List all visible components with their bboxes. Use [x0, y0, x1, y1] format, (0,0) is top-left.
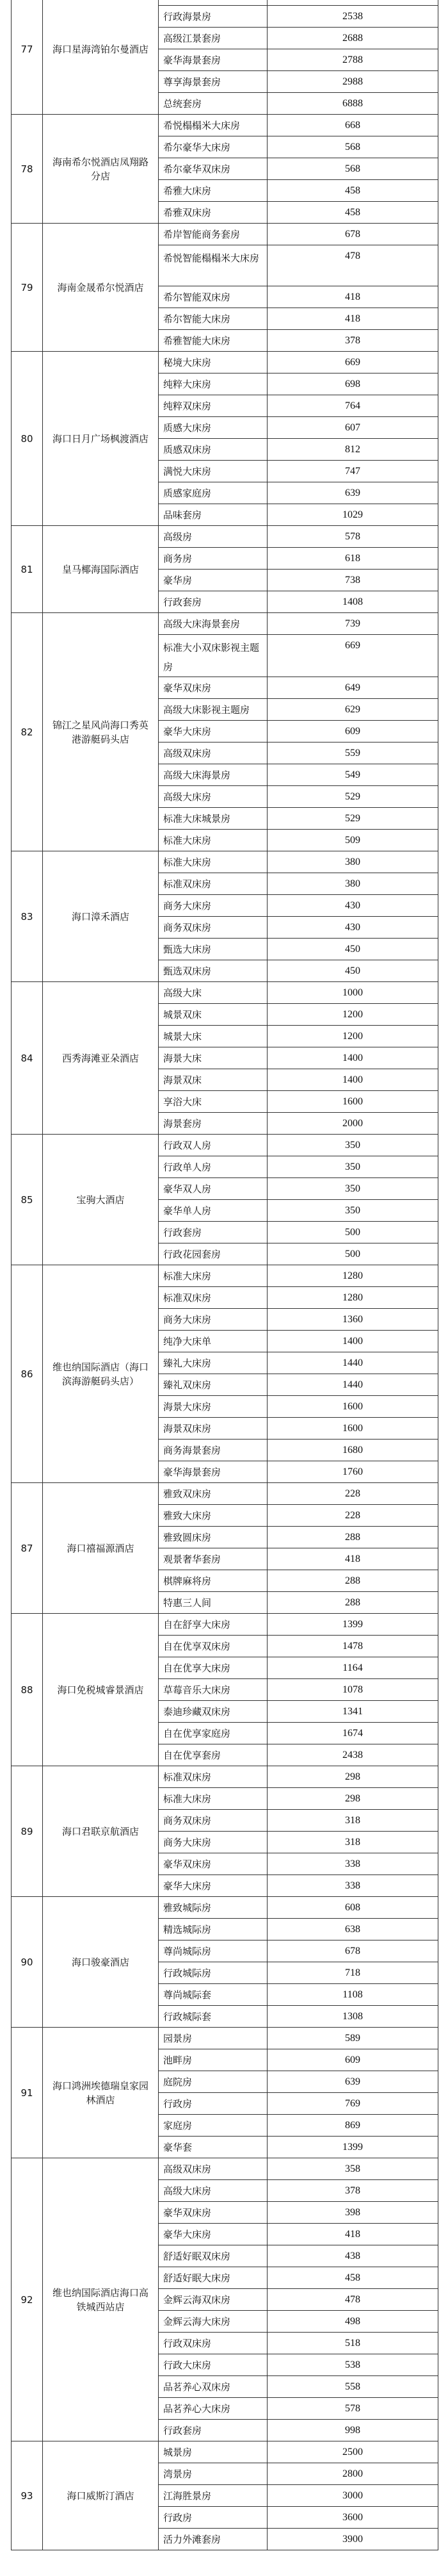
table-row [12, 1614, 438, 1636]
room-type: 纯净大床单 [159, 1331, 268, 1352]
room-price: 298 [268, 1766, 438, 1788]
room-type: 纯粹双床房 [159, 395, 268, 417]
table-row [12, 982, 438, 1004]
room-type: 高级大床房 [159, 786, 268, 808]
hotel-number: 83 [12, 851, 43, 982]
room-type: 豪华海景套房 [159, 49, 268, 71]
room-price: 418 [268, 2224, 438, 2245]
room-type: 商务双床房 [159, 1810, 268, 1832]
room-price: 718 [268, 1962, 438, 1984]
hotel-number: 87 [12, 1483, 43, 1614]
room-price: 568 [268, 158, 438, 180]
room-price: 1108 [268, 1984, 438, 2006]
room-type: 标准大床城景房 [159, 808, 268, 830]
room-type: 希尔智能双床房 [159, 286, 268, 308]
room-type: 舒适好眠双床房 [159, 2245, 268, 2267]
room-price: 1399 [268, 1614, 438, 1636]
room-type: 质感家庭房 [159, 482, 268, 504]
table-row [12, 613, 438, 635]
room-price: 318 [268, 1810, 438, 1832]
room-type: 行政套房 [159, 1222, 268, 1243]
room-price: 1280 [268, 1287, 438, 1309]
room-price: 2500 [268, 2441, 438, 2463]
room-type: 高级大床海景房 [159, 764, 268, 786]
room-type: 园景房 [159, 2028, 268, 2049]
room-price: 639 [268, 482, 438, 504]
room-price: 609 [268, 2049, 438, 2071]
room-price: 1400 [268, 1331, 438, 1352]
room-price: 518 [268, 2333, 438, 2354]
table-row [12, 2158, 438, 2180]
room-price: 298 [268, 1788, 438, 1810]
room-price: 1600 [268, 1418, 438, 1440]
room-type: 海景大床 [159, 1047, 268, 1069]
room-price: 2800 [268, 2463, 438, 2485]
room-price: 6888 [268, 93, 438, 115]
table-row [12, 851, 438, 873]
hotel-number: 79 [12, 224, 43, 352]
room-type: 行政套房 [159, 591, 268, 613]
room-type: 希尔豪华大床房 [159, 136, 268, 158]
room-price: 380 [268, 873, 438, 895]
room-type: 海景双床 [159, 1069, 268, 1091]
room-type: 豪华大床房 [159, 721, 268, 742]
room-type: 品茗养心大床房 [159, 2398, 268, 2420]
room-type: 商务大床房 [159, 895, 268, 917]
room-type: 高级大床海景套房 [159, 613, 268, 635]
hotel-number: 89 [12, 1766, 43, 1897]
room-type: 自在优享家庭房 [159, 1723, 268, 1744]
room-type: 高级双床房 [159, 2158, 268, 2180]
room-type: 泰迪珍藏双床房 [159, 1701, 268, 1723]
room-price: 1341 [268, 1701, 438, 1723]
room-type: 城景大床 [159, 1026, 268, 1047]
room-price: 549 [268, 764, 438, 786]
room-type: 秘境大床房 [159, 352, 268, 373]
room-price: 649 [268, 677, 438, 699]
room-price: 1200 [268, 1004, 438, 1026]
room-type: 高级大床影视主题房 [159, 699, 268, 721]
room-price: 1164 [268, 1657, 438, 1679]
room-price: 578 [268, 526, 438, 548]
table-row [12, 224, 438, 245]
room-type: 标准大床房 [159, 1265, 268, 1287]
room-price: 578 [268, 2398, 438, 2420]
room-price: 378 [268, 2180, 438, 2202]
room-type: 城景双床 [159, 1004, 268, 1026]
room-type: 标准大小双床影视主题房 [159, 635, 268, 677]
room-type: 精选城际房 [159, 1919, 268, 1940]
room-price: 1280 [268, 1265, 438, 1287]
room-price: 288 [268, 1570, 438, 1592]
hotel-name: 海口星海湾铂尔曼酒店 [43, 0, 159, 115]
room-price: 1078 [268, 1679, 438, 1701]
room-type: 活力外滩套房 [159, 2529, 268, 2550]
hotel-number: 85 [12, 1135, 43, 1265]
room-price: 418 [268, 286, 438, 308]
room-type: 质感大床房 [159, 417, 268, 439]
room-type: 豪华大床房 [159, 2224, 268, 2245]
room-price: 1400 [268, 1069, 438, 1091]
hotel-number: 82 [12, 613, 43, 851]
room-price: 350 [268, 1178, 438, 1200]
table-row [12, 1135, 438, 1156]
room-type: 雅致双床房 [159, 1483, 268, 1505]
room-type: 豪华双床房 [159, 1853, 268, 1875]
room-price: 558 [268, 2376, 438, 2398]
room-type: 希悦智能榻榻米大床房 [159, 245, 268, 286]
room-price: 698 [268, 373, 438, 395]
room-type: 豪华海景套房 [159, 1461, 268, 1483]
room-type: 棋牌麻将房 [159, 1570, 268, 1592]
room-price: 529 [268, 786, 438, 808]
room-type: 臻礼双床房 [159, 1374, 268, 1396]
room-price: 1399 [268, 2137, 438, 2158]
room-price: 450 [268, 960, 438, 982]
hotel-name: 海口禧福源酒店 [43, 1483, 159, 1614]
room-type: 自在优享大床房 [159, 1657, 268, 1679]
room-type: 甄选大床房 [159, 939, 268, 960]
room-price: 228 [268, 1505, 438, 1527]
room-price: 638 [268, 1919, 438, 1940]
room-price: 1440 [268, 1352, 438, 1374]
room-price: 350 [268, 1156, 438, 1178]
room-type: 豪华套 [159, 2137, 268, 2158]
room-price: 458 [268, 180, 438, 202]
room-type: 商务海景套房 [159, 1440, 268, 1461]
room-type: 尊享海景套房 [159, 71, 268, 93]
room-price: 378 [268, 330, 438, 352]
room-type: 雅致大床房 [159, 1505, 268, 1527]
table-row [12, 1897, 438, 1919]
room-price: 1478 [268, 1636, 438, 1657]
room-type: 行政单人房 [159, 1156, 268, 1178]
room-price: 430 [268, 917, 438, 939]
hotel-number: 93 [12, 2441, 43, 2550]
room-type: 行政套房 [159, 2420, 268, 2441]
room-type: 海景大床房 [159, 1396, 268, 1418]
room-type: 纯粹大床房 [159, 373, 268, 395]
hotel-name: 皇马椰海国际酒店 [43, 526, 159, 613]
room-price: 458 [268, 202, 438, 224]
room-type: 草莓音乐大床房 [159, 1679, 268, 1701]
room-type: 希雅智能大床房 [159, 330, 268, 352]
room-price: 769 [268, 2093, 438, 2115]
hotel-number: 86 [12, 1265, 43, 1483]
table-row [12, 115, 438, 136]
room-type: 豪华双床房 [159, 677, 268, 699]
room-price: 478 [268, 2289, 438, 2311]
room-price: 747 [268, 461, 438, 482]
room-price: 1000 [268, 982, 438, 1004]
room-type: 希岸智能商务套房 [159, 224, 268, 245]
room-price: 2988 [268, 71, 438, 93]
room-type: 金辉云海大床房 [159, 2311, 268, 2333]
room-type: 豪华大床房 [159, 1875, 268, 1897]
room-price: 739 [268, 613, 438, 635]
room-type: 品茗养心双床房 [159, 2376, 268, 2398]
room-type: 标准双床房 [159, 873, 268, 895]
room-type: 庭院房 [159, 2071, 268, 2093]
hotel-name: 海口鸿洲埃德瑞皇家园林酒店 [43, 2028, 159, 2158]
room-price: 1760 [268, 1461, 438, 1483]
room-price: 430 [268, 895, 438, 917]
room-type: 质感双床房 [159, 439, 268, 461]
room-type: 豪华双床房 [159, 2202, 268, 2224]
room-type: 行政城际房 [159, 1962, 268, 1984]
room-price: 380 [268, 851, 438, 873]
table-row [12, 2441, 438, 2463]
room-price: 678 [268, 224, 438, 245]
room-type: 雅致城际房 [159, 1897, 268, 1919]
hotel-name: 海口漳禾酒店 [43, 851, 159, 982]
room-price: 998 [268, 2420, 438, 2441]
room-type: 雅致圆床房 [159, 1527, 268, 1548]
room-price: 358 [268, 2158, 438, 2180]
room-price: 1360 [268, 1309, 438, 1331]
room-type: 城景房 [159, 2441, 268, 2463]
room-price: 589 [268, 2028, 438, 2049]
room-type: 舒适好眠大床房 [159, 2267, 268, 2289]
hotel-name: 维也纳国际酒店（海口滨海游艇码头店） [43, 1265, 159, 1483]
room-type: 商务双床房 [159, 917, 268, 939]
room-type: 行政双床房 [159, 2333, 268, 2354]
room-type: 观景奢华套房 [159, 1548, 268, 1570]
room-price: 2438 [268, 1744, 438, 1766]
room-price: 478 [268, 245, 438, 286]
room-price: 498 [268, 2311, 438, 2333]
room-price: 3900 [268, 2529, 438, 2550]
room-type: 臻礼大床房 [159, 1352, 268, 1374]
room-price: 338 [268, 1875, 438, 1897]
room-type: 高级大床房 [159, 2180, 268, 2202]
room-price: 2000 [268, 1113, 438, 1135]
room-price: 678 [268, 1940, 438, 1962]
room-type [159, 0, 268, 6]
room-type: 行政花园套房 [159, 1243, 268, 1265]
hotel-name: 锦江之星风尚海口秀英港游艇码头店 [43, 613, 159, 851]
hotel-name: 海南希尔悦酒店凤翔路分店 [43, 115, 159, 224]
room-type: 自在舒享大床房 [159, 1614, 268, 1636]
room-price [268, 0, 438, 6]
room-type: 标准大床房 [159, 851, 268, 873]
room-type: 标准大床房 [159, 1788, 268, 1810]
room-type: 标准大床房 [159, 830, 268, 851]
room-price: 764 [268, 395, 438, 417]
room-price: 608 [268, 1897, 438, 1919]
hotel-number: 91 [12, 2028, 43, 2158]
room-type: 希尔豪华双床房 [159, 158, 268, 180]
room-type: 尊尚城际套 [159, 1984, 268, 2006]
room-type: 金辉云海双床房 [159, 2289, 268, 2311]
room-type: 海景套房 [159, 1113, 268, 1135]
room-type: 希悦榻榻米大床房 [159, 115, 268, 136]
room-price: 288 [268, 1527, 438, 1548]
room-type: 高级房 [159, 526, 268, 548]
room-type: 标准双床房 [159, 1766, 268, 1788]
room-type: 行政房 [159, 2507, 268, 2529]
room-price: 509 [268, 830, 438, 851]
hotel-number: 84 [12, 982, 43, 1135]
room-price: 1308 [268, 2006, 438, 2028]
room-price: 609 [268, 721, 438, 742]
hotel-name: 海口君联京航酒店 [43, 1766, 159, 1897]
room-price: 639 [268, 2071, 438, 2093]
table-row [12, 352, 438, 373]
room-price: 812 [268, 439, 438, 461]
room-price: 288 [268, 1592, 438, 1614]
room-price: 2788 [268, 49, 438, 71]
hotel-number: 78 [12, 115, 43, 224]
room-price: 2688 [268, 28, 438, 49]
room-price: 618 [268, 548, 438, 570]
room-price: 669 [268, 352, 438, 373]
hotel-name: 海口骏豪酒店 [43, 1897, 159, 2028]
room-type: 家庭房 [159, 2115, 268, 2137]
room-price: 529 [268, 808, 438, 830]
room-type: 特惠三人间 [159, 1592, 268, 1614]
room-type: 尊尚城际房 [159, 1940, 268, 1962]
room-type: 甄选双床房 [159, 960, 268, 982]
hotel-name: 海口免税城睿景酒店 [43, 1614, 159, 1766]
room-type: 行政大床房 [159, 2354, 268, 2376]
room-type: 享浴大床 [159, 1091, 268, 1113]
table-row [12, 1483, 438, 1505]
room-price: 669 [268, 635, 438, 677]
room-price: 418 [268, 308, 438, 330]
hotel-name: 海口威斯汀酒店 [43, 2441, 159, 2550]
table-row [12, 2028, 438, 2049]
room-price: 500 [268, 1222, 438, 1243]
hotel-number: 90 [12, 1897, 43, 2028]
room-price: 1408 [268, 591, 438, 613]
room-price: 450 [268, 939, 438, 960]
hotel-name: 宝驹大酒店 [43, 1135, 159, 1265]
table-row [12, 1265, 438, 1287]
room-type: 豪华双人房 [159, 1178, 268, 1200]
room-type: 池畔房 [159, 2049, 268, 2071]
room-type: 江海胜景房 [159, 2485, 268, 2507]
room-type: 希尔智能大床房 [159, 308, 268, 330]
hotel-number: 92 [12, 2158, 43, 2441]
room-price: 350 [268, 1135, 438, 1156]
room-type: 满悦大床房 [159, 461, 268, 482]
hotel-name: 海南金晟希尔悦酒店 [43, 224, 159, 352]
room-type: 高级大床 [159, 982, 268, 1004]
hotel-price-table [11, 0, 438, 2550]
room-price: 500 [268, 1243, 438, 1265]
room-price: 438 [268, 2245, 438, 2267]
table-row [12, 0, 438, 6]
table-row [12, 1766, 438, 1788]
room-price: 228 [268, 1483, 438, 1505]
table-body [12, 0, 438, 2550]
room-type: 自在优享双床房 [159, 1636, 268, 1657]
hotel-number: 77 [12, 0, 43, 115]
room-type: 行政房 [159, 2093, 268, 2115]
room-price: 1200 [268, 1026, 438, 1047]
room-price: 869 [268, 2115, 438, 2137]
room-type: 海景双床房 [159, 1418, 268, 1440]
room-type: 高级双床房 [159, 742, 268, 764]
room-price: 1440 [268, 1374, 438, 1396]
room-price: 3600 [268, 2507, 438, 2529]
room-type: 商务大床房 [159, 1832, 268, 1853]
room-type: 豪华房 [159, 570, 268, 591]
hotel-number: 80 [12, 352, 43, 526]
hotel-number: 88 [12, 1614, 43, 1766]
room-price: 607 [268, 417, 438, 439]
room-price: 398 [268, 2202, 438, 2224]
room-price: 318 [268, 1832, 438, 1853]
room-price: 350 [268, 1200, 438, 1222]
hotel-name: 维也纳国际酒店海口高铁城西站店 [43, 2158, 159, 2441]
room-price: 418 [268, 1548, 438, 1570]
room-price: 1029 [268, 504, 438, 526]
room-price: 1674 [268, 1723, 438, 1744]
room-price: 1680 [268, 1440, 438, 1461]
room-type: 商务房 [159, 548, 268, 570]
room-type: 行政海景房 [159, 6, 268, 28]
room-price: 538 [268, 2354, 438, 2376]
room-price: 1400 [268, 1047, 438, 1069]
room-type: 总统套房 [159, 93, 268, 115]
room-price: 738 [268, 570, 438, 591]
room-type: 希雅大床房 [159, 180, 268, 202]
room-price: 458 [268, 2267, 438, 2289]
hotel-name: 西秀海滩亚朵酒店 [43, 982, 159, 1135]
table-row [12, 526, 438, 548]
room-type: 品味套房 [159, 504, 268, 526]
hotel-name: 海口日月广场枫渡酒店 [43, 352, 159, 526]
room-type: 商务大床房 [159, 1309, 268, 1331]
room-price: 668 [268, 115, 438, 136]
room-price: 629 [268, 699, 438, 721]
room-type: 行政双人房 [159, 1135, 268, 1156]
room-price: 3000 [268, 2485, 438, 2507]
room-type: 湾景房 [159, 2463, 268, 2485]
hotel-number: 81 [12, 526, 43, 613]
room-price: 1600 [268, 1091, 438, 1113]
room-type: 高级江景套房 [159, 28, 268, 49]
room-price: 559 [268, 742, 438, 764]
room-type: 行政城际套 [159, 2006, 268, 2028]
room-price: 2538 [268, 6, 438, 28]
room-type: 标准双床房 [159, 1287, 268, 1309]
room-price: 338 [268, 1853, 438, 1875]
room-type: 豪华单人房 [159, 1200, 268, 1222]
room-price: 1600 [268, 1396, 438, 1418]
room-price: 568 [268, 136, 438, 158]
room-type: 希雅双床房 [159, 202, 268, 224]
room-type: 自在优享套房 [159, 1744, 268, 1766]
